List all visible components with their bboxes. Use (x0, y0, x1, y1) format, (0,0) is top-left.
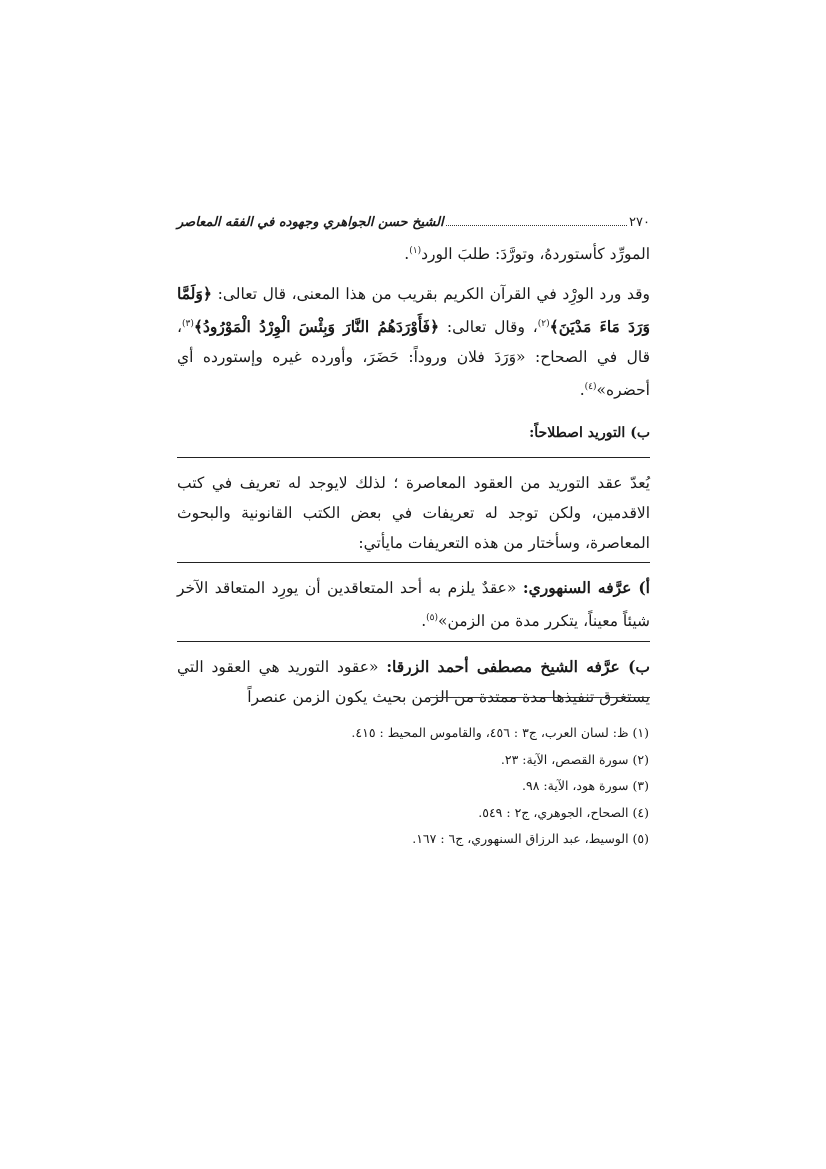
footnote-rule (430, 697, 650, 698)
paragraph-2: وقد ورد الورِْد في القرآن الكريم بقريب من هذا المعنى، قال تعالى: ﴿وَلَمَّا وَرَدَ مَاءَ مَدْيَنَ﴾$^{(٢)}$، وقال تعالى: ﴿فَأَوْرَدَهُمُ النَّارَ وَبِئْسَ الْوِرْدُ الْمَوْرُودُ﴾$^{(٣)}$، قال في الصحاح: «وَرَدَ فلان وروداً: حَضَرَ، وأورده غيره وإستورده أي أحضره»$^{(٤)}$. (177, 284, 650, 400)
p2-b: ، وقال تعالى: (446, 318, 538, 337)
footnotes (176, 720, 649, 853)
ayah-1: ﴿وَلَمَّا وَرَدَ مَاءَ مَدْيَنَ﴾ (177, 284, 650, 337)
def1-ref: (٥) (426, 613, 439, 624)
footnote-1: (١) ظ: لسان العرب، ج٣ : ٤٥٦، والقاموس المحيط : ٤١٥. (351, 725, 649, 740)
p2-c: قال في الصحاح: «وَرَدَ فلان وروداً: حَضَرَ، وأورده غيره وإستورده أي أحضره» (177, 348, 650, 400)
p2-ref: (٤) (584, 382, 597, 393)
running-header (177, 215, 650, 236)
def1-label: أ) عرَّفه السنهوري: (522, 578, 650, 598)
ayah1-ref: (٢) (537, 319, 550, 330)
p2-a: وقد ورد الورِْد في القرآن الكريم بقريب من هذا المعنى، قال تعالى: (217, 285, 650, 304)
p1-ref: (١) (409, 246, 422, 256)
p1-text: المورِّد كأستوردهُ، وتورَّدَ: طلبَ الورد (421, 245, 650, 264)
footnote-5: (٥) الوسيط، عبد الرزاق السنهوري، ج٦ : ١٦٧. (412, 831, 649, 846)
subheading: ب) التوريد اصطلاحاً: (529, 425, 650, 442)
def2-label: ب) عرَّفه الشيخ مصطفى أحمد الزرقا: (386, 656, 650, 676)
paragraph-3: يُعدّ عقد التوريد من العقود المعاصرة ؛ لذلك لايوجد له تعريف في كتب الاقدمين، ولكن توجد له تعريفات في بعض الكتب القانونية والبحوث المعاصرة، وسأختار من هذه التعريفات مايأتي: (177, 474, 650, 553)
ayah2-ref: (٣) (182, 319, 194, 330)
footnote-4: (٤) الصحاح، الجوهري، ج٢ : ٥٤٩. (478, 804, 649, 820)
ayah-2: ﴿فَأَوْرَدَهُمُ النَّارَ وَبِئْسَ الْوِرْدُ الْمَوْرُودُ﴾ (193, 317, 440, 337)
def2-text: «عقود التوريد هي العقود التي يستغرق تنفيذها مدة ممتدة من الزمن بحيث يكون الزمن عنصراً (177, 657, 650, 706)
page-number: ٢٧٠ (629, 215, 650, 230)
def1-text: «عقدٌ يلزم به أحد المتعاقدين أن يورِد المتعاقد الآخر شيئاً معيناً، يتكرر مدة من الزمن» (177, 579, 650, 631)
paragraph-1: المورِّد كأستوردهُ، وتورَّدَ: طلبَ الورد$^{(١)}$. (404, 245, 650, 264)
definition-1: أ) عرَّفه السنهوري: «عقدٌ يلزم به أحد المتعاقدين أن يورِد المتعاقد الآخر شيئاً معيناً، يتكرر مدة من الزمن»$^{(٥)}$. (177, 578, 650, 631)
header-title: الشيخ حسن الجواهري وجهوده في الفقه المعاصر (177, 215, 444, 230)
footnote-3: (٣) سورة هود، الآية: ٩٨. (522, 778, 649, 793)
page-content (177, 215, 650, 712)
header-dots (446, 225, 627, 226)
definition-2 (177, 652, 650, 712)
footnote-2: (٢) سورة القصص، الآية: ٢٣. (500, 751, 649, 767)
